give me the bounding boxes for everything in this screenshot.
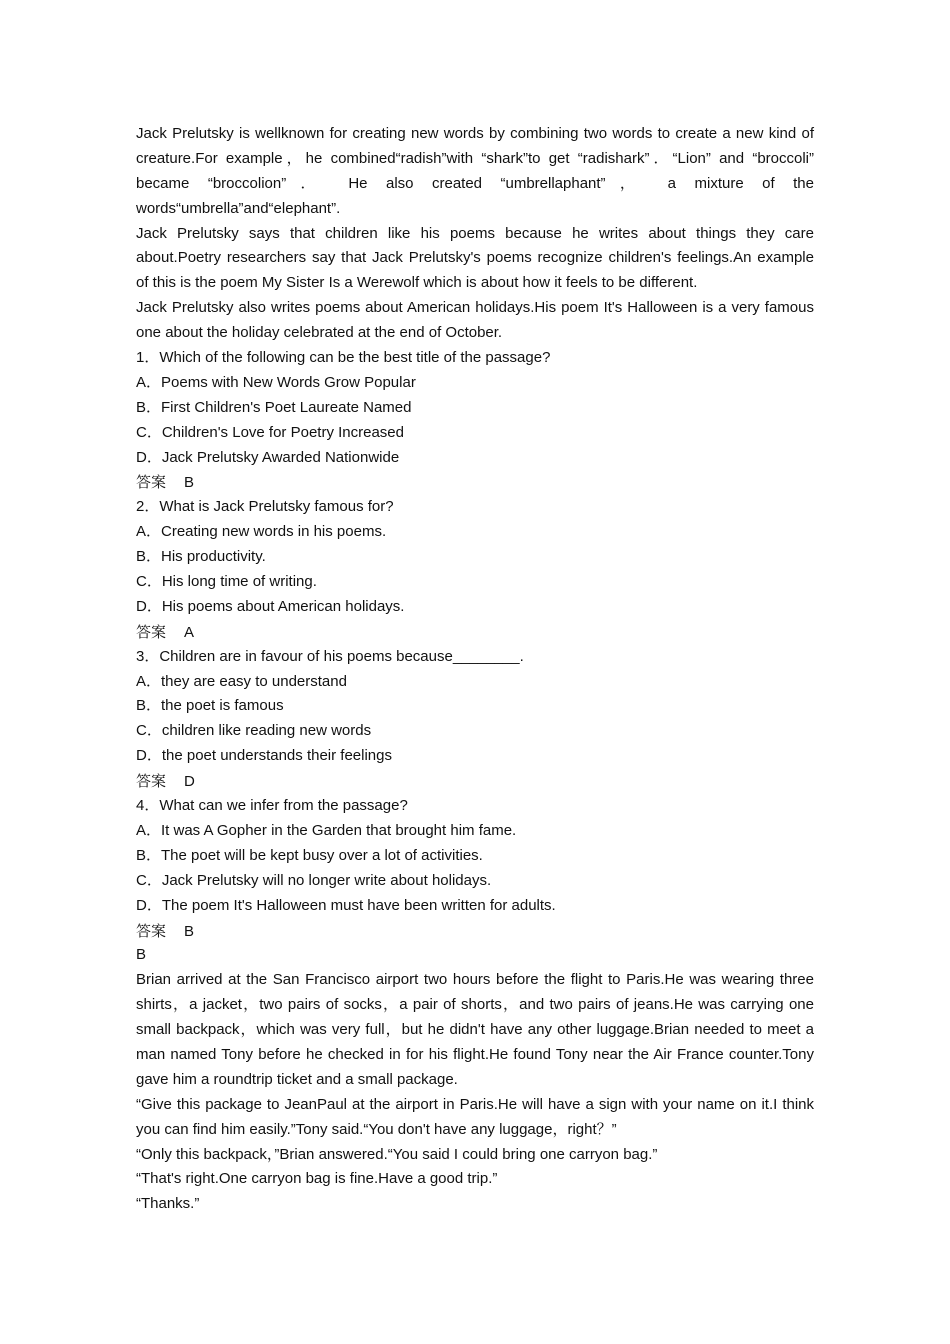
option-b: B．the poet is famous <box>136 697 284 715</box>
question-stem: 3．Children are in favour of his poems because________. <box>136 647 524 665</box>
answer-line <box>136 470 814 495</box>
text-line: Jack Prelutsky also writes poems about American holidays.His poem It's Halloween is a very famous <box>136 299 814 317</box>
option-c: C．Children's Love for Poetry Increased <box>136 423 404 441</box>
option-c: C．His long time of writing. <box>136 573 317 591</box>
text-line: about.Poetry researchers say that Jack Prelutsky's poems recognize children's feelings.An example <box>136 249 814 267</box>
text-line: “Only this backpack，”Brian answered.“You said I could bring one carryon bag.” <box>136 1145 658 1163</box>
answer-label: 答案 <box>136 921 167 940</box>
question-4 <box>136 794 814 943</box>
option-d: D．Jack Prelutsky Awarded Nationwide <box>136 448 400 466</box>
answer-value: B <box>184 474 195 492</box>
text-line: one about the holiday celebrated at the end of October. <box>136 324 503 342</box>
text-line: “Give this package to JeanPaul at the airport in Paris.He will have a sign with your name on it.I think <box>136 1095 814 1113</box>
text-line: Brian arrived at the San Francisco airport two hours before the flight to Paris.He was wearing three <box>136 971 814 989</box>
answer-line <box>136 769 814 794</box>
answer-label: 答案 <box>136 772 167 791</box>
text-line: “That's right.One carryon bag is fine.Have a good trip.” <box>136 1170 498 1188</box>
question-1 <box>136 346 814 495</box>
question-2 <box>136 495 814 644</box>
question-stem: 2．What is Jack Prelutsky famous for? <box>136 498 394 516</box>
answer-label: 答案 <box>136 473 167 492</box>
text-line: of this is the poem My Sister Is a Werewolf which is about how it feels to be different. <box>136 274 698 292</box>
answer-line <box>136 620 814 645</box>
option-a: A．Poems with New Words Grow Popular <box>136 373 416 391</box>
option-c: C．Jack Prelutsky will no longer write about holidays. <box>136 871 492 889</box>
option-a: A．It was A Gopher in the Garden that brought him fame. <box>136 821 517 839</box>
passage-1 <box>136 122 814 346</box>
text-line: “Thanks.” <box>136 1195 200 1213</box>
option-a: A．they are easy to understand <box>136 672 347 690</box>
text-line: became “broccolion”． He also created “umbrellaphant”， a mixture of the <box>136 174 814 192</box>
answer-value: B <box>184 922 195 940</box>
option-d: D．His poems about American holidays. <box>136 597 405 615</box>
question-stem: 1．Which of the following can be the best title of the passage? <box>136 349 551 367</box>
text-line: words“umbrella”and“elephant”. <box>136 199 341 217</box>
text-line: creature.For example，he combined“radish”with “shark”to get “radishark”．“Lion” and “broccoli” <box>136 149 814 167</box>
passage-2 <box>136 968 814 1217</box>
text-line: Jack Prelutsky says that children like his poems because he writes about things they care <box>136 224 814 242</box>
option-d: D．The poem It's Halloween must have been written for adults. <box>136 896 556 914</box>
option-b: B．The poet will be kept busy over a lot of activities. <box>136 846 483 864</box>
text-line: gave him a roundtrip ticket and a small package. <box>136 1070 458 1088</box>
document-body <box>136 122 814 1217</box>
option-c: C．children like reading new words <box>136 722 372 740</box>
text-line: man named Tony before he checked in for his flight.He found Tony near the Air France counter.Tony <box>136 1045 814 1063</box>
text-line: small backpack，which was very full，but he didn't have any other luggage.Brian needed to meet a <box>136 1021 814 1039</box>
text-line: Jack Prelutsky is wellknown for creating new words by combining two words to create a new kind of <box>136 125 814 142</box>
answer-label: 答案 <box>136 622 167 641</box>
question-3 <box>136 645 814 794</box>
option-a: A．Creating new words in his poems. <box>136 523 387 541</box>
text-line: shirts，a jacket，two pairs of socks，a pair of shorts，and two pairs of jeans.He was carrying one <box>136 996 814 1014</box>
option-b: B．First Children's Poet Laureate Named <box>136 398 412 416</box>
answer-line <box>136 919 814 944</box>
option-b: B．His productivity. <box>136 548 266 566</box>
answer-value: A <box>184 623 195 641</box>
question-stem: 4．What can we infer from the passage? <box>136 797 408 815</box>
answer-value: D <box>184 773 195 791</box>
section-label: B <box>136 946 147 964</box>
option-d: D．the poet understands their feelings <box>136 747 392 765</box>
text-line: you can find him easily.”Tony said.“You don't have any luggage，right？” <box>136 1120 617 1138</box>
